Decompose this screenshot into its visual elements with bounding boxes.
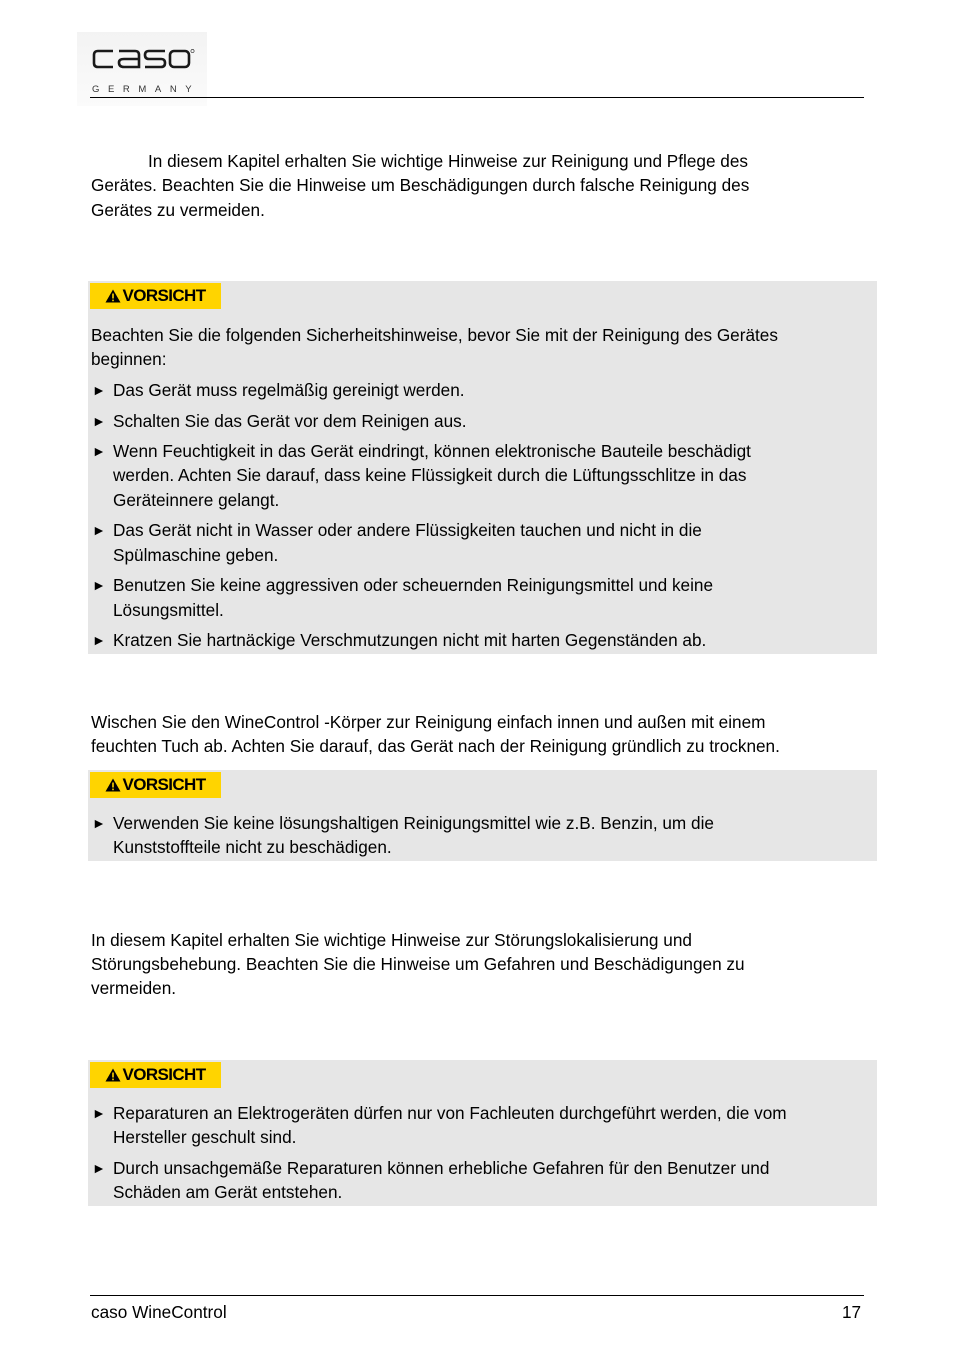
caution-badge-label: VORSICHT [122, 1065, 206, 1084]
caution-badge [90, 283, 221, 309]
caution-intro-line-2: beginnen: [91, 349, 167, 369]
caution-box-solvents [88, 770, 877, 861]
caution-list [91, 811, 873, 866]
list-item-line: Durch unsachgemäße Reparaturen können erhebliche Gefahren für den Benutzer und [113, 1157, 770, 1178]
caution-badge-label: VORSICHT [122, 775, 206, 794]
header-rule [90, 97, 864, 98]
caution-list [91, 378, 873, 659]
bullet-arrow-icon: ► [92, 522, 106, 539]
cleaning-line-1: Wischen Sie den WineControl -Körper zur Reinigung einfach innen und außen mit einem [91, 712, 766, 732]
caso-germany-logo [77, 32, 207, 106]
list-item [91, 409, 873, 433]
list-item [91, 811, 873, 860]
list-item [91, 518, 873, 567]
warning-icon [105, 778, 121, 792]
troubleshoot-line-1: In diesem Kapitel erhalten Sie wichtige Hinweise zur Störungslokalisierung und [91, 930, 692, 950]
list-item [91, 573, 873, 622]
list-item [91, 1101, 873, 1150]
list-item-line: Wenn Feuchtigkeit in das Gerät eindringt, können elektronische Bauteile beschädigt [113, 441, 751, 462]
bullet-arrow-icon: ► [92, 577, 106, 594]
list-item-line: Hersteller geschult sind. [113, 1127, 297, 1148]
bullet-arrow-icon: ► [92, 1105, 106, 1121]
list-item-line: Verwenden Sie keine lösungshaltigen Reinigungsmittel wie z.B. Benzin, um die [113, 813, 714, 833]
list-item-line: Benutzen Sie keine aggressiven oder scheuernden Reinigungsmittel und keine [113, 575, 714, 596]
list-item-line: Reparaturen an Elektrogeräten dürfen nur von Fachleuten durchgeführt werden, die vom [113, 1103, 787, 1123]
list-item [91, 628, 873, 652]
intro-line-2: Gerätes. Beachten Sie die Hinweise um Beschädigungen durch falsche Reinigung des [91, 175, 750, 195]
caution-box-repairs [88, 1060, 877, 1206]
list-item-line: Das Gerät nicht in Wasser oder andere Flüssigkeiten tauchen und nicht in die [113, 520, 702, 541]
caution-badge [90, 1062, 221, 1088]
warning-icon [105, 289, 121, 303]
list-item-line: Spülmaschine geben. [113, 544, 279, 565]
caution-list [91, 1101, 873, 1211]
bullet-arrow-icon: ► [92, 632, 106, 649]
list-item-line: Schäden am Gerät entstehen. [113, 1182, 343, 1203]
intro-line-3: Gerätes zu vermeiden. [91, 200, 265, 220]
list-item-line: Schalten Sie das Gerät vor dem Reinigen aus. [113, 410, 467, 431]
warning-icon [105, 1068, 121, 1082]
list-item [91, 439, 873, 512]
bullet-arrow-icon: ► [92, 443, 106, 460]
footer-rule [90, 1295, 864, 1296]
caution-badge [90, 772, 221, 798]
list-item-line: Geräteinnere gelangt. [113, 489, 280, 510]
caso-wordmark [91, 48, 195, 70]
logo-subtext: GERMANY [92, 84, 201, 95]
list-item-line: Das Gerät muss regelmäßig gereinigt werden. [113, 380, 465, 400]
list-item [91, 378, 873, 402]
list-item [91, 1156, 873, 1205]
troubleshoot-line-2: Störungsbehebung. Beachten Sie die Hinweise um Gefahren und Beschädigungen zu [91, 954, 745, 974]
caution-badge-label: VORSICHT [122, 286, 206, 305]
caution-box-cleaning [88, 281, 877, 654]
troubleshoot-line-3: vermeiden. [91, 978, 177, 998]
list-item-line: Kunststoffteile nicht zu beschädigen. [113, 837, 392, 858]
list-item-line: Kratzen Sie hartnäckige Verschmutzungen nicht mit harten Gegenständen ab. [113, 630, 707, 651]
list-item-line: werden. Achten Sie darauf, dass keine Flüssigkeit durch die Lüftungsschlitze in das [113, 465, 747, 486]
caution-intro-line-1: Beachten Sie die folgenden Sicherheitshinweise, bevor Sie mit der Reinigung des Gerätes [91, 325, 778, 345]
bullet-arrow-icon: ► [92, 382, 106, 398]
bullet-arrow-icon: ► [92, 815, 106, 831]
list-item-line: Lösungsmittel. [113, 599, 224, 620]
bullet-arrow-icon: ► [92, 412, 106, 429]
footer-title: caso WineControl [91, 1302, 227, 1322]
page-number: 17 [842, 1302, 862, 1322]
bullet-arrow-icon: ► [92, 1159, 106, 1176]
cleaning-line-2: feuchten Tuch ab. Achten Sie darauf, das Gerät nach der Reinigung gründlich zu trocknen. [91, 736, 780, 756]
intro-line-1: In diesem Kapitel erhalten Sie wichtige Hinweise zur Reinigung und Pflege des [148, 151, 749, 171]
